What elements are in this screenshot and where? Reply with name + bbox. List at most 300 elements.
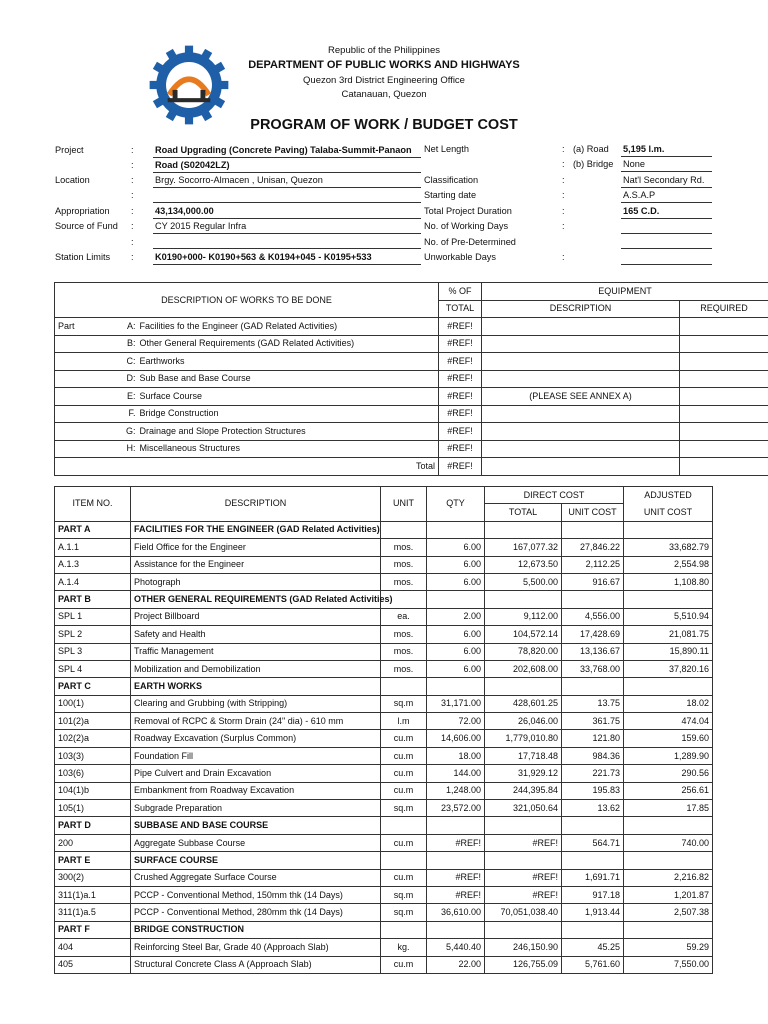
item-adjusted-unit-cost: 18.02 — [624, 695, 713, 712]
equipment-required — [680, 388, 768, 406]
underline — [153, 218, 421, 219]
works-row — [55, 318, 768, 336]
item-number: 311(1)a.1 — [55, 886, 131, 903]
equipment-description — [482, 370, 680, 388]
item-adjusted-unit-cost: 15,890.11 — [624, 643, 713, 660]
item-qty: #REF! — [427, 869, 485, 886]
work-percent: #REF! — [439, 423, 482, 441]
empty-cell — [624, 852, 713, 869]
table-row — [55, 765, 713, 782]
work-description: Sub Base and Base Course — [139, 370, 439, 388]
item-number: SPL 3 — [55, 643, 131, 660]
total-label: Total — [55, 458, 439, 476]
table-row — [55, 713, 713, 730]
work-description: Facilities fo the Engineer (GAD Related Activities) — [139, 318, 439, 336]
qty-header: QTY — [427, 487, 485, 522]
work-percent: #REF! — [439, 353, 482, 371]
underline — [621, 233, 712, 234]
item-total: #REF! — [485, 834, 562, 851]
item-qty: 18.00 — [427, 747, 485, 764]
office-location: Catanauan, Quezon — [341, 89, 427, 100]
item-unit: sq.m — [381, 904, 427, 921]
works-row — [55, 353, 768, 371]
equipment-desc-header: DESCRIPTION — [482, 300, 680, 318]
item-total: 5,500.00 — [485, 573, 562, 590]
item-qty: 6.00 — [427, 539, 485, 556]
item-unit: mos. — [381, 573, 427, 590]
part-code: PART C — [55, 678, 131, 695]
item-total: 70,051,038.40 — [485, 904, 562, 921]
duration-label: Total Project Duration — [424, 206, 512, 216]
starting-date-value: A.S.A.P — [623, 190, 656, 200]
republic-text: Republic of the Philippines — [328, 45, 440, 56]
cost-table — [54, 486, 713, 974]
appropriation-value: 43,134,000.00 — [155, 206, 214, 216]
bridge-label: (b) Bridge — [573, 159, 614, 169]
road-label: (a) Road — [573, 144, 609, 154]
works-table-body — [55, 318, 768, 476]
item-adjusted-unit-cost: 2,216.82 — [624, 869, 713, 886]
part-label — [55, 370, 117, 388]
works-header-row — [55, 283, 768, 301]
part-code: PART D — [55, 817, 131, 834]
item-unit-cost: 221.73 — [562, 765, 624, 782]
equipment-required — [680, 423, 768, 441]
station-limits-label: Station Limits — [55, 252, 111, 262]
equipment-required — [680, 405, 768, 423]
colon: : — [131, 237, 134, 247]
item-qty: 36,610.00 — [427, 904, 485, 921]
item-description: Reinforcing Steel Bar, Grade 40 (Approach Slab) — [131, 939, 381, 956]
item-total: 167,077.32 — [485, 539, 562, 556]
item-qty: #REF! — [427, 886, 485, 903]
colon: : — [562, 144, 565, 154]
item-unit: sq.m — [381, 695, 427, 712]
item-total: 1,779,010.80 — [485, 730, 562, 747]
part-title: BRIDGE CONSTRUCTION — [131, 921, 381, 938]
item-adjusted-unit-cost: 474.04 — [624, 713, 713, 730]
table-row — [55, 539, 713, 556]
table-row — [55, 939, 713, 956]
item-unit-cost: 13.62 — [562, 800, 624, 817]
item-unit: kg. — [381, 939, 427, 956]
part-row — [55, 521, 713, 538]
item-description: PCCP - Conventional Method, 280mm thk (14 Days) — [131, 904, 381, 921]
equipment-required — [680, 353, 768, 371]
description-header: DESCRIPTION — [131, 487, 381, 522]
equipment-required — [680, 458, 768, 476]
equipment-required — [680, 370, 768, 388]
item-total: 202,608.00 — [485, 660, 562, 677]
table-row — [55, 695, 713, 712]
item-unit-cost: 17,428.69 — [562, 626, 624, 643]
empty-cell — [562, 591, 624, 608]
item-number: 103(3) — [55, 747, 131, 764]
item-unit: mos. — [381, 643, 427, 660]
work-percent: #REF! — [439, 388, 482, 406]
item-total: #REF! — [485, 886, 562, 903]
item-total: 244,395.84 — [485, 782, 562, 799]
net-length-label: Net Length — [424, 144, 469, 154]
item-number: 311(1)a.5 — [55, 904, 131, 921]
item-total: #REF! — [485, 869, 562, 886]
table-row — [55, 800, 713, 817]
part-letter: H: — [117, 440, 139, 458]
underline — [621, 248, 712, 249]
works-row — [55, 423, 768, 441]
works-desc-header: DESCRIPTION OF WORKS TO BE DONE — [55, 283, 439, 318]
work-percent: #REF! — [439, 405, 482, 423]
item-qty: 14,606.00 — [427, 730, 485, 747]
item-adjusted-unit-cost: 33,682.79 — [624, 539, 713, 556]
item-adjusted-unit-cost: 37,820.16 — [624, 660, 713, 677]
colon: : — [562, 175, 565, 185]
item-unit-cost: 5,761.60 — [562, 956, 624, 973]
adjusted-header: ADJUSTED — [624, 487, 713, 504]
underline — [153, 264, 421, 265]
equipment-description — [482, 440, 680, 458]
item-unit: ea. — [381, 608, 427, 625]
unworkable-days-label: Unworkable Days — [424, 252, 496, 262]
item-unit-cost: 2,112.25 — [562, 556, 624, 573]
item-qty: 6.00 — [427, 626, 485, 643]
item-unit: cu.m — [381, 730, 427, 747]
item-number: 300(2) — [55, 869, 131, 886]
table-row — [55, 573, 713, 590]
empty-cell — [485, 852, 562, 869]
item-description: Pipe Culvert and Drain Excavation — [131, 765, 381, 782]
item-unit-cost: 195.83 — [562, 782, 624, 799]
item-number: 105(1) — [55, 800, 131, 817]
item-adjusted-unit-cost: 1,289.90 — [624, 747, 713, 764]
unit-header: UNIT — [381, 487, 427, 522]
item-unit-cost: 916.67 — [562, 573, 624, 590]
item-description: Traffic Management — [131, 643, 381, 660]
item-description: Field Office for the Engineer — [131, 539, 381, 556]
item-unit-cost: 361.75 — [562, 713, 624, 730]
empty-cell — [624, 521, 713, 538]
equipment-required-header: REQUIRED — [680, 300, 768, 318]
empty-cell — [427, 678, 485, 695]
underline — [153, 172, 421, 173]
item-unit: l.m — [381, 713, 427, 730]
empty-cell — [624, 817, 713, 834]
underline — [621, 202, 712, 203]
empty-cell — [381, 521, 427, 538]
part-row — [55, 817, 713, 834]
item-number: 405 — [55, 956, 131, 973]
equipment-description: (PLEASE SEE ANNEX A) — [482, 388, 680, 406]
part-title: FACILITIES FOR THE ENGINEER (GAD Related Activities) — [131, 521, 381, 538]
colon: : — [131, 145, 134, 155]
empty-cell — [562, 521, 624, 538]
works-row — [55, 388, 768, 406]
starting-date-label: Starting date — [424, 190, 477, 200]
item-description: Foundation Fill — [131, 747, 381, 764]
item-total: 26,046.00 — [485, 713, 562, 730]
colon: : — [131, 252, 134, 262]
item-unit-cost: 1,691.71 — [562, 869, 624, 886]
part-code: PART A — [55, 521, 131, 538]
item-unit-cost: 13,136.67 — [562, 643, 624, 660]
item-description: PCCP - Conventional Method, 150mm thk (14 Days) — [131, 886, 381, 903]
equipment-required — [680, 440, 768, 458]
item-qty: 6.00 — [427, 573, 485, 590]
item-adjusted-unit-cost: 159.60 — [624, 730, 713, 747]
item-total: 31,929.12 — [485, 765, 562, 782]
empty-cell — [427, 852, 485, 869]
empty-cell — [381, 817, 427, 834]
item-adjusted-unit-cost: 59.29 — [624, 939, 713, 956]
source-of-fund-value: CY 2015 Regular Infra — [155, 221, 247, 231]
station-limits-value: K0190+000- K0190+563 & K0194+045 - K0195+533 — [155, 252, 372, 262]
unit-cost-header: UNIT COST — [562, 504, 624, 521]
item-description: Safety and Health — [131, 626, 381, 643]
item-description: Roadway Excavation (Surplus Common) — [131, 730, 381, 747]
empty-cell — [562, 852, 624, 869]
item-description: Embankment from Roadway Excavation — [131, 782, 381, 799]
item-unit: sq.m — [381, 886, 427, 903]
underline — [621, 171, 712, 172]
empty-cell — [562, 817, 624, 834]
colon: : — [131, 190, 134, 200]
item-description: Assistance for the Engineer — [131, 556, 381, 573]
equipment-description — [482, 318, 680, 336]
item-unit-cost: 564.71 — [562, 834, 624, 851]
part-letter: E: — [117, 388, 139, 406]
location-label: Location — [55, 175, 90, 185]
colon: : — [131, 221, 134, 231]
item-no-header: ITEM NO. — [55, 487, 131, 522]
equipment-description — [482, 458, 680, 476]
item-qty: 72.00 — [427, 713, 485, 730]
work-description: Earthworks — [139, 353, 439, 371]
item-number: 103(6) — [55, 765, 131, 782]
item-unit-cost: 1,913.44 — [562, 904, 624, 921]
source-of-fund-label: Source of Fund — [55, 221, 118, 231]
item-total: 246,150.90 — [485, 939, 562, 956]
colon: : — [131, 160, 134, 170]
empty-cell — [485, 521, 562, 538]
empty-cell — [427, 591, 485, 608]
work-percent: #REF! — [439, 370, 482, 388]
direct-cost-header: DIRECT COST — [485, 487, 624, 504]
appropriation-label: Appropriation — [55, 206, 110, 216]
cost-table-body — [55, 521, 713, 973]
item-number: 200 — [55, 834, 131, 851]
underline — [153, 248, 421, 249]
table-row — [55, 730, 713, 747]
work-description: Drainage and Slope Protection Structures — [139, 423, 439, 441]
part-label — [55, 388, 117, 406]
work-percent: #REF! — [439, 335, 482, 353]
item-number: 104(1)b — [55, 782, 131, 799]
item-qty: 6.00 — [427, 660, 485, 677]
item-total: 9,112.00 — [485, 608, 562, 625]
pct-header: % OF — [439, 283, 482, 301]
table-row — [55, 886, 713, 903]
item-description: Crushed Aggregate Surface Course — [131, 869, 381, 886]
item-adjusted-unit-cost: 1,108.80 — [624, 573, 713, 590]
empty-cell — [624, 678, 713, 695]
part-code: PART B — [55, 591, 131, 608]
part-letter: G: — [117, 423, 139, 441]
table-row — [55, 747, 713, 764]
item-number: 101(2)a — [55, 713, 131, 730]
underline — [621, 187, 712, 188]
item-qty: 144.00 — [427, 765, 485, 782]
empty-cell — [381, 678, 427, 695]
table-row — [55, 660, 713, 677]
item-unit-cost: 45.25 — [562, 939, 624, 956]
part-letter: A: — [117, 318, 139, 336]
item-qty: 6.00 — [427, 556, 485, 573]
item-number: SPL 2 — [55, 626, 131, 643]
item-number: A.1.4 — [55, 573, 131, 590]
item-total: 126,755.09 — [485, 956, 562, 973]
item-unit-cost: 13.75 — [562, 695, 624, 712]
classification-value: Nat'l Secondary Rd. — [623, 175, 705, 185]
item-number: 100(1) — [55, 695, 131, 712]
part-label — [55, 440, 117, 458]
underline — [621, 264, 712, 265]
equipment-required — [680, 335, 768, 353]
item-unit: cu.m — [381, 869, 427, 886]
item-qty: 22.00 — [427, 956, 485, 973]
item-description: Aggregate Subbase Course — [131, 834, 381, 851]
empty-cell — [485, 678, 562, 695]
item-adjusted-unit-cost: 256.61 — [624, 782, 713, 799]
duration-value: 165 C.D. — [623, 206, 660, 216]
underline — [153, 187, 421, 188]
part-code: PART F — [55, 921, 131, 938]
item-unit-cost: 984.36 — [562, 747, 624, 764]
empty-cell — [485, 591, 562, 608]
part-title: OTHER GENERAL REQUIREMENTS (GAD Related Activities) — [131, 591, 381, 608]
part-letter: C: — [117, 353, 139, 371]
item-total: 17,718.48 — [485, 747, 562, 764]
item-adjusted-unit-cost: 1,201.87 — [624, 886, 713, 903]
item-adjusted-unit-cost: 21,081.75 — [624, 626, 713, 643]
item-qty: 2.00 — [427, 608, 485, 625]
table-row — [55, 556, 713, 573]
underline — [153, 233, 421, 234]
colon: : — [562, 221, 565, 231]
item-total: 12,673.50 — [485, 556, 562, 573]
table-row — [55, 869, 713, 886]
part-letter: D: — [117, 370, 139, 388]
part-row — [55, 678, 713, 695]
item-unit: cu.m — [381, 834, 427, 851]
part-title: SURFACE COURSE — [131, 852, 381, 869]
item-unit: mos. — [381, 539, 427, 556]
work-description: Surface Course — [139, 388, 439, 406]
pre-determined-label: No. of Pre-Determined — [424, 237, 516, 247]
empty-cell — [624, 591, 713, 608]
item-total: 428,601.25 — [485, 695, 562, 712]
part-letter: F. — [117, 405, 139, 423]
part-label — [55, 335, 117, 353]
part-row — [55, 921, 713, 938]
item-unit: mos. — [381, 556, 427, 573]
item-unit: cu.m — [381, 782, 427, 799]
item-qty: 5,440.40 — [427, 939, 485, 956]
item-total: 321,050.64 — [485, 800, 562, 817]
colon: : — [131, 206, 134, 216]
item-unit: cu.m — [381, 956, 427, 973]
table-row — [55, 782, 713, 799]
item-unit: cu.m — [381, 747, 427, 764]
part-label — [55, 423, 117, 441]
item-number: 102(2)a — [55, 730, 131, 747]
project-value-line1: Road Upgrading (Concrete Paving) Talaba-Summit-Panaon — [155, 145, 412, 155]
work-description: Other General Requirements (GAD Related Activities) — [139, 335, 439, 353]
item-description: Removal of RCPC & Storm Drain (24" dia) - 610 mm — [131, 713, 381, 730]
empty-cell — [624, 921, 713, 938]
total-header: TOTAL — [439, 300, 482, 318]
item-description: Project Billboard — [131, 608, 381, 625]
underline — [621, 218, 712, 219]
working-days-label: No. of Working Days — [424, 221, 509, 231]
item-adjusted-unit-cost: 7,550.00 — [624, 956, 713, 973]
part-title: EARTH WORKS — [131, 678, 381, 695]
part-title: SUBBASE AND BASE COURSE — [131, 817, 381, 834]
item-unit-cost: 27,846.22 — [562, 539, 624, 556]
equipment-description — [482, 405, 680, 423]
road-value: 5,195 l.m. — [623, 144, 665, 154]
item-unit-cost: 33,768.00 — [562, 660, 624, 677]
item-number: SPL 1 — [55, 608, 131, 625]
part-row — [55, 852, 713, 869]
empty-cell — [562, 921, 624, 938]
item-unit-cost: 4,556.00 — [562, 608, 624, 625]
empty-cell — [485, 921, 562, 938]
item-description: Mobilization and Demobilization — [131, 660, 381, 677]
work-percent: #REF! — [439, 318, 482, 336]
project-value-line2: Road (S02042LZ) — [155, 160, 230, 170]
item-qty: 1,248.00 — [427, 782, 485, 799]
item-adjusted-unit-cost: 5,510.94 — [624, 608, 713, 625]
table-row — [55, 956, 713, 973]
empty-cell — [381, 921, 427, 938]
item-adjusted-unit-cost: 2,507.38 — [624, 904, 713, 921]
underline — [621, 156, 712, 157]
colon: : — [131, 175, 134, 185]
bridge-value: None — [623, 159, 645, 169]
table-row — [55, 904, 713, 921]
item-adjusted-unit-cost: 17.85 — [624, 800, 713, 817]
item-qty: 31,171.00 — [427, 695, 485, 712]
part-label: Part — [55, 318, 117, 336]
colon: : — [562, 206, 565, 216]
equipment-description — [482, 423, 680, 441]
colon: : — [562, 252, 565, 262]
classification-label: Classification — [424, 175, 479, 185]
part-code: PART E — [55, 852, 131, 869]
works-total-row — [55, 458, 768, 476]
works-table — [54, 282, 768, 476]
works-row — [55, 440, 768, 458]
equipment-required — [680, 318, 768, 336]
item-unit-cost: 917.18 — [562, 886, 624, 903]
item-unit-cost: 121.80 — [562, 730, 624, 747]
table-row — [55, 626, 713, 643]
empty-cell — [427, 817, 485, 834]
item-total: 104,572.14 — [485, 626, 562, 643]
empty-cell — [427, 921, 485, 938]
item-qty: 23,572.00 — [427, 800, 485, 817]
equipment-header: EQUIPMENT — [482, 283, 768, 301]
